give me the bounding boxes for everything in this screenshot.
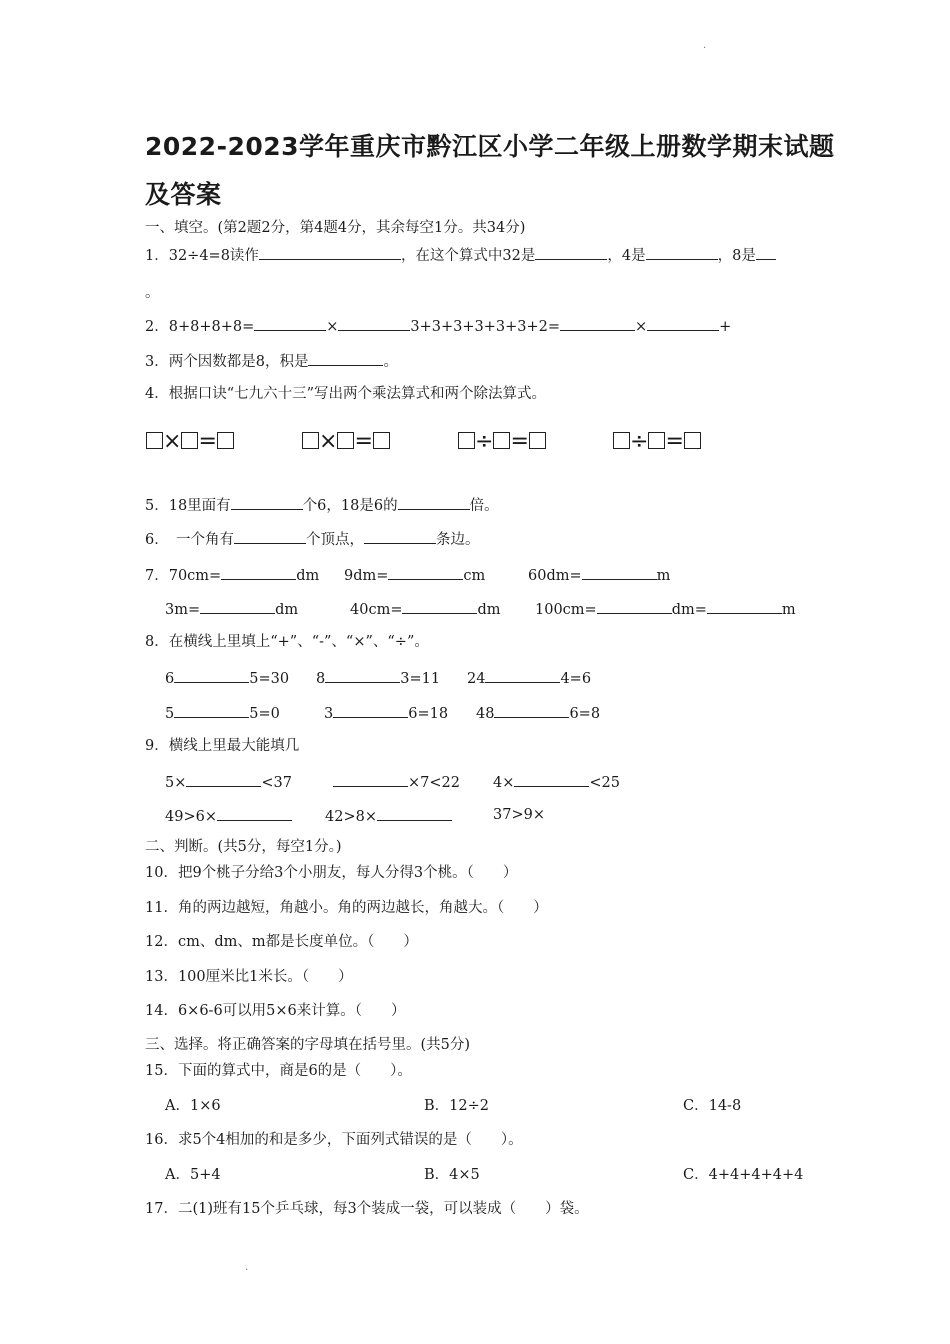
q4-equation-2 [302,429,390,454]
q4-box[interactable] [458,432,475,449]
q7-expr: 9dm= [344,568,389,584]
q7-row-2-item-3 [535,599,796,619]
q8-row-1-item-2 [316,668,440,688]
q9-blank[interactable] [333,772,408,787]
q8-blank[interactable] [485,668,560,683]
q8-row-2-item-2 [324,703,448,723]
q6-text-c: 条边。 [435,532,480,548]
q9-left: 37>9× [493,807,545,823]
q9-left: 5× [165,775,187,791]
q6-text-b: 个顶点， [305,532,364,548]
q3-end: 。 [383,354,398,370]
question-13: 13．100厘米比1米长。（ ） [145,969,353,985]
q8-blank[interactable] [174,703,249,718]
q7-blank[interactable] [388,565,463,580]
q4-box[interactable] [181,432,198,449]
q6-blank-2[interactable] [364,529,436,544]
q1-blank-4[interactable] [756,245,776,260]
q9-blank[interactable] [377,806,452,821]
question-5 [145,495,499,515]
q9-right: <37 [261,775,292,791]
q4-box[interactable] [337,432,354,449]
q4-eq-sign: = [665,429,684,454]
question-17: 17．二(1)班有15个乒乓球，每3个装成一袋，可以装成（ ）袋。 [145,1201,589,1217]
q5-text-b: 个6，18是6的 [302,498,398,514]
q8-left: 3 [324,706,334,722]
q9-blank[interactable] [514,772,589,787]
q4-eq-sign: = [354,429,373,454]
q8-right: 6=18 [408,706,449,722]
q4-box[interactable] [302,432,319,449]
q4-box[interactable] [529,432,546,449]
q7-unit: dm [477,602,501,618]
q9-row-2-item-1 [165,806,292,826]
q1-text-b: ，在这个算式中32是 [400,248,536,264]
q2-blank-4[interactable] [647,316,719,331]
q9-row-2-item-3 [493,806,545,824]
q6-blank-1[interactable] [234,529,306,544]
q5-blank-1[interactable] [231,495,303,510]
question-1 [145,245,776,265]
q4-box[interactable] [684,432,701,449]
q7-unit: m [656,568,671,584]
q15-option-a[interactable]: A．1×6 [165,1098,221,1114]
q4-op-4: ÷ [630,429,649,454]
q4-equation-1 [146,429,234,454]
q9-blank[interactable] [186,772,261,787]
q4-eq-sign: = [198,429,217,454]
section-2-heading: 二、判断。(共5分，每空1分。) [145,839,342,855]
q7-row-1-item-3 [528,565,670,585]
q15-option-c[interactable]: C．14-8 [683,1098,742,1114]
q9-right: ×7<22 [408,775,460,791]
q7-expr: 3m= [165,602,201,618]
question-3 [145,351,398,371]
question-8: 8．在横线上里填上“+”、“-”、“×”、“÷”。 [145,634,429,650]
q8-row-1-item-1 [165,668,289,688]
q7-blank[interactable] [221,565,296,580]
q1-blank-1[interactable] [259,245,401,260]
q16-option-c[interactable]: C．4+4+4+4+4 [683,1167,804,1183]
q9-row-1-item-2 [333,772,460,792]
q7-blank[interactable] [597,599,672,614]
q4-box[interactable] [217,432,234,449]
q8-blank[interactable] [333,703,408,718]
q1-text-c: ，4是 [607,248,646,264]
question-6 [145,529,479,549]
section-1-heading: 一、填空。(第2题2分，第4题4分，其余每空1分。共34分) [145,220,526,236]
page-title-line2: 及答案 [145,180,222,209]
q7-row-2-item-1 [165,599,298,619]
q8-right: 5=30 [249,671,290,687]
q8-blank[interactable] [325,668,400,683]
section-3-heading: 三、选择。将正确答案的字母填在括号里。(共5分) [145,1037,471,1053]
q1-blank-2[interactable] [535,245,607,260]
q7-unit: dm= [671,602,707,618]
q7-unit: cm [463,568,486,584]
page-title-line1: 2022-2023学年重庆市黔江区小学二年级上册数学期末试题 [145,132,835,161]
q1-end: 。 [145,285,160,301]
q7-blank[interactable] [402,599,477,614]
q7-unit: dm [275,602,299,618]
question-12: 12．cm、dm、m都是长度单位。（ ） [145,934,418,950]
q4-equation-4 [613,429,701,454]
q8-left: 48 [476,706,495,722]
q8-row-2-item-3 [476,703,600,723]
q7-expr: 100cm= [535,602,597,618]
q7-expr: 7．70cm= [145,568,222,584]
q9-left: 42>8× [325,809,377,825]
q9-left: 4× [493,775,515,791]
q4-box[interactable] [648,432,665,449]
q8-row-1-item-3 [467,668,591,688]
q16-option-b[interactable]: B．4×5 [424,1167,480,1183]
header-dot: · [703,43,707,54]
q2-blank-3[interactable] [560,316,635,331]
q8-row-2-item-1 [165,703,280,723]
q2-times-1: × [326,319,339,335]
q9-row-1-item-1 [165,772,292,792]
q9-blank[interactable] [217,806,292,821]
question-15: 15．下面的算式中，商是6的是（ ）。 [145,1063,412,1079]
q7-expr: 60dm= [528,568,582,584]
footer-dot: · [245,1265,249,1276]
q8-blank[interactable] [174,668,249,683]
q16-option-a[interactable]: A．5+4 [165,1167,221,1183]
q4-box[interactable] [146,432,163,449]
q7-unit: m [781,602,796,618]
question-11: 11．角的两边越短，角越小。角的两边越长，角越大。（ ） [145,900,548,916]
q2-blank-2[interactable] [338,316,410,331]
q5-text-c: 倍。 [469,498,499,514]
q8-right: 4=6 [560,671,592,687]
question-16: 16．求5个4相加的和是多少，下面列式错误的是（ ）。 [145,1132,523,1148]
q7-row-1-item-1 [145,565,319,585]
q15-option-b[interactable]: B．12÷2 [424,1098,489,1114]
q4-box[interactable] [613,432,630,449]
q8-left: 5 [165,706,175,722]
q2-text-b: 3+3+3+3+3+3+2= [410,319,561,335]
q4-eq-sign: = [510,429,529,454]
q2-plus: + [719,319,732,335]
question-4: 4．根据口诀“七九六十三”写出两个乘法算式和两个除法算式。 [145,386,547,402]
q4-equation-3 [458,429,546,454]
question-10: 10．把9个桃子分给3个小朋友，每人分得3个桃。（ ） [145,865,518,881]
q9-left: 49>6× [165,809,217,825]
q2-blank-1[interactable] [254,316,326,331]
q8-blank[interactable] [494,703,569,718]
q2-text-a: 2．8+8+8+8= [145,319,255,335]
q5-text-a: 5．18里面有 [145,498,231,514]
q1-text-d: ，8是 [717,248,756,264]
q8-right: 3=11 [400,671,441,687]
q2-times-2: × [635,319,648,335]
q4-op-1: × [163,429,182,454]
q4-op-2: × [319,429,338,454]
q8-left: 8 [316,671,326,687]
q7-row-1-item-2 [344,565,485,585]
q3-text-a: 3．两个因数都是8，积是 [145,354,309,370]
q4-op-3: ÷ [475,429,494,454]
question-14: 14．6×6-6可以用5×6来计算。（ ） [145,1003,406,1019]
q8-right: 6=8 [569,706,601,722]
q7-blank[interactable] [707,599,782,614]
q7-unit: dm [296,568,320,584]
q8-left: 6 [165,671,175,687]
q8-left: 24 [467,671,486,687]
q7-row-2-item-2 [350,599,501,619]
q9-row-1-item-3 [493,772,620,792]
q1-blank-3[interactable] [646,245,718,260]
q8-right: 5=0 [249,706,280,722]
q9-row-2-item-2 [325,806,452,826]
q4-box[interactable] [493,432,510,449]
q6-text-a: 6． 一个角有 [145,532,234,548]
q9-right: <25 [589,775,620,791]
q7-blank[interactable] [582,565,657,580]
q4-box[interactable] [373,432,390,449]
q7-expr: 40cm= [350,602,403,618]
question-9: 9．横线上里最大能填几 [145,738,300,754]
q5-blank-2[interactable] [398,495,470,510]
q3-blank[interactable] [308,351,383,366]
question-2 [145,316,731,336]
q7-blank[interactable] [200,599,275,614]
q1-text-a: 1．32÷4=8读作 [145,248,259,264]
